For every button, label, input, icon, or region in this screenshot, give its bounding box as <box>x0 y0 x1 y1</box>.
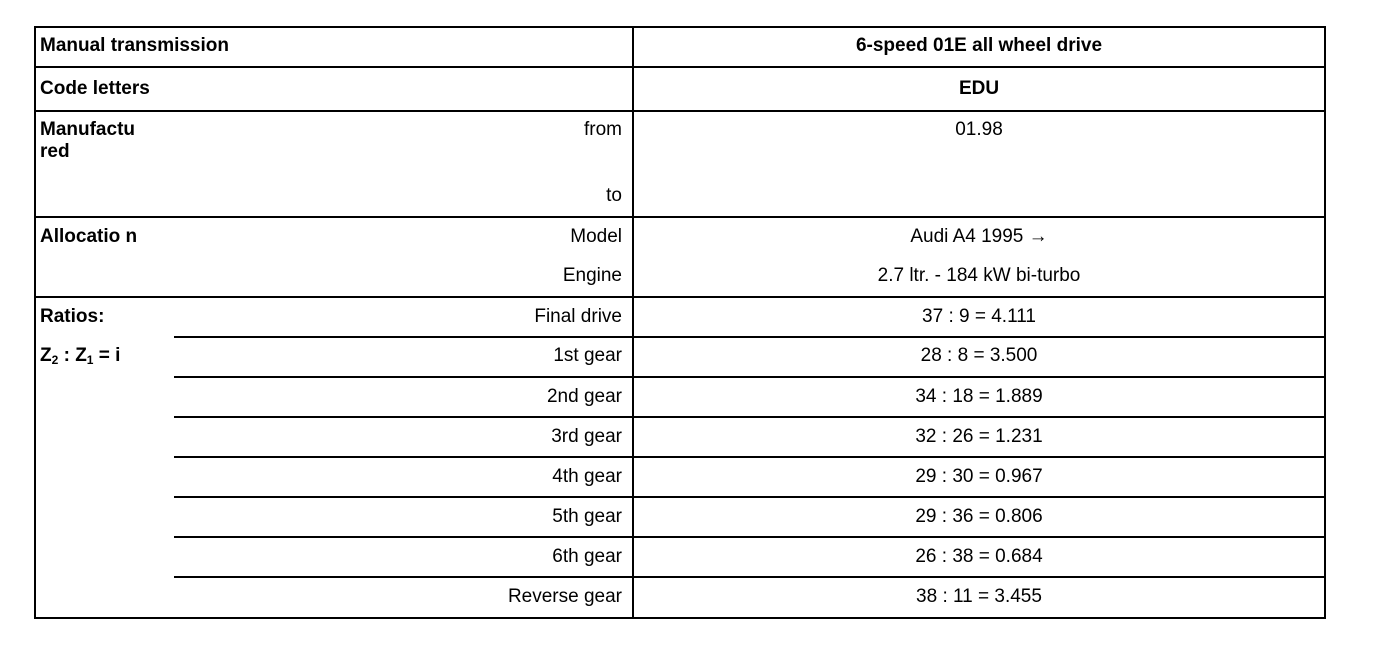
ratio-row-label: 2nd gear <box>546 386 622 407</box>
formula-z1: Z <box>75 345 87 366</box>
ratio-row-label: 4th gear <box>552 466 622 487</box>
ratio-row-value: 38 : 11 = 3.455 <box>916 586 1042 607</box>
ratio-row-value: 26 : 38 = 0.684 <box>915 546 1043 567</box>
gear-row-divider <box>174 336 1326 338</box>
gear-row-divider <box>174 496 1326 498</box>
formula-sub2: 2 <box>51 353 59 367</box>
ratio-row-value: 29 : 36 = 0.806 <box>915 506 1043 527</box>
ratio-row-label: 6th gear <box>552 546 622 567</box>
ratios-label: Ratios: <box>40 306 105 327</box>
ratio-row-label: 1st gear <box>553 345 622 366</box>
ratio-row-label: Reverse gear <box>507 586 622 607</box>
formula-colon: : <box>58 345 76 366</box>
formula-z2: Z <box>40 345 52 366</box>
gear-row-divider <box>174 456 1326 458</box>
row-divider <box>34 296 1326 298</box>
allocation-label: Allocatio n <box>40 226 138 247</box>
allocation-model-value: Audi A4 1995 → <box>910 226 1048 247</box>
gear-row-divider <box>174 576 1326 578</box>
ratio-formula <box>40 345 170 371</box>
formula-eq: = i <box>93 345 121 366</box>
manufactured-from-value: 01.98 <box>955 119 1003 140</box>
ratio-row-label: 5th gear <box>552 506 622 527</box>
row-divider <box>34 110 1326 112</box>
header-value: 6-speed 01E all wheel drive <box>855 35 1103 56</box>
gear-row-divider <box>174 376 1326 378</box>
gear-row-divider <box>174 416 1326 418</box>
ratio-row-value: 34 : 18 = 1.889 <box>915 386 1043 407</box>
formula-sub1: 1 <box>86 353 94 367</box>
allocation-model-label: Model <box>570 226 622 247</box>
row-divider <box>34 216 1326 218</box>
gear-row-divider <box>174 536 1326 538</box>
ratio-row-value: 28 : 8 = 3.500 <box>920 345 1038 366</box>
ratio-row-label: Final drive <box>534 306 622 327</box>
allocation-engine-label: Engine <box>562 265 622 286</box>
ratio-row-value: 29 : 30 = 0.967 <box>915 466 1043 487</box>
manufactured-from-label: from <box>584 119 622 140</box>
allocation-engine-value: 2.7 ltr. - 184 kW bi-turbo <box>877 265 1081 286</box>
ratio-row-label: 3rd gear <box>551 426 622 447</box>
manufactured-label: Manufactu red <box>40 119 135 162</box>
ratio-row-value: 32 : 26 = 1.231 <box>915 426 1043 447</box>
manufactured-to-label: to <box>606 185 622 206</box>
code-letters-value: EDU <box>958 78 1000 99</box>
code-letters-label: Code letters <box>40 78 150 99</box>
ratio-row-value: 37 : 9 = 4.111 <box>922 306 1036 327</box>
header-label: Manual transmission <box>40 35 229 56</box>
row-divider <box>34 66 1326 68</box>
